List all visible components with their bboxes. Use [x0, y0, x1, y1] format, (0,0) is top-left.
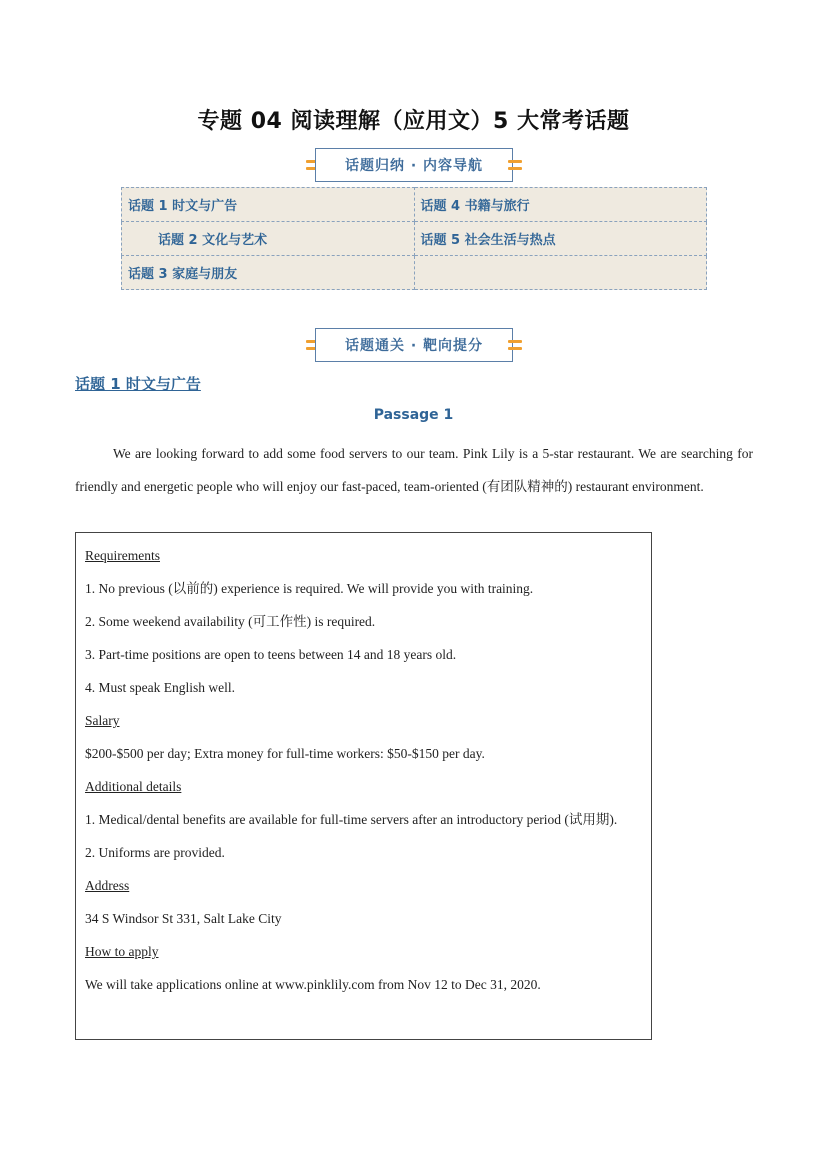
- page-title: 专题 04 阅读理解（应用文）5 大常考话题: [197, 109, 630, 134]
- details-heading: Additional details: [85, 779, 182, 794]
- job-ad-box: [75, 532, 652, 1040]
- passage-title: Passage 1: [373, 407, 454, 423]
- requirement-item: 1. No previous (以前的) experience is required. We will provide you with training.: [85, 581, 534, 596]
- nav-banner-label: 话题归纳 · 内容导航: [315, 148, 513, 182]
- detail-item: 2. Uniforms are provided.: [85, 845, 225, 860]
- topic-table: [121, 187, 707, 290]
- requirements-heading: Requirements: [85, 548, 160, 563]
- requirement-item: 4. Must speak English well.: [85, 680, 235, 695]
- passage-intro: We are looking forward to add some food servers to our team. Pink Lily is a 5-star restaurant. We are searching for friendly and energetic people who will enjoy our fast-paced, team-oriented (有团队精神的) restaurant environment.: [75, 446, 753, 494]
- topic-2: 话题 2 文化与艺术: [122, 222, 415, 256]
- apply-heading: How to apply: [85, 944, 159, 959]
- address-heading: Address: [85, 878, 130, 893]
- double-bar-icon: [508, 157, 522, 173]
- salary-text: $200-$500 per day; Extra money for full-time workers: $50-$150 per day.: [85, 746, 485, 761]
- practice-banner: [304, 328, 524, 362]
- detail-item: 1. Medical/dental benefits are available for full-time servers after an introductory period (试用期).: [85, 812, 618, 827]
- nav-banner: [304, 148, 524, 182]
- topic-1: 话题 1 时文与广告: [122, 188, 415, 222]
- address-text: 34 S Windsor St 331, Salt Lake City: [85, 911, 282, 926]
- practice-banner-label: 话题通关 · 靶向提分: [315, 328, 513, 362]
- double-bar-icon: [508, 337, 522, 353]
- section-heading-link[interactable]: 话题 1 时文与广告: [75, 375, 201, 393]
- requirement-item: 3. Part-time positions are open to teens between 14 and 18 years old.: [85, 647, 457, 662]
- topic-empty: [414, 256, 707, 290]
- topic-3: 话题 3 家庭与朋友: [122, 256, 415, 290]
- topic-5: 话题 5 社会生活与热点: [414, 222, 707, 256]
- topic-4: 话题 4 书籍与旅行: [414, 188, 707, 222]
- requirement-item: 2. Some weekend availability (可工作性) is required.: [85, 614, 376, 629]
- salary-heading: Salary: [85, 713, 120, 728]
- apply-text: We will take applications online at www.pinklily.com from Nov 12 to Dec 31, 2020.: [85, 977, 541, 992]
